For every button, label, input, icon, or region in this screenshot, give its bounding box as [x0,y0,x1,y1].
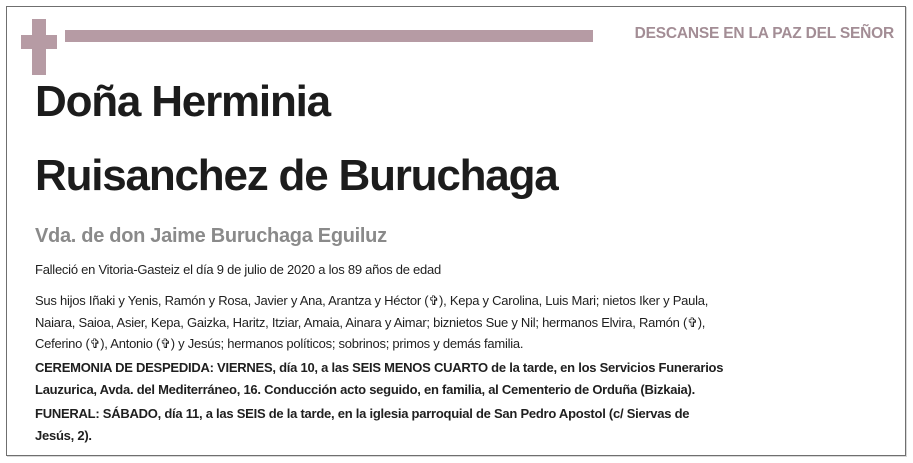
deceased-name-line2: Ruisanchez de Buruchaga [35,151,558,200]
funeral-paragraph [35,403,885,446]
widow-of-subtitle: Vda. de don Jaime Buruchaga Eguiluz [35,225,387,247]
latin-cross-icon [21,19,57,75]
ceremony-paragraph [35,357,885,400]
ceremony-line: Lauzurica, Avda. del Mediterráneo, 16. Conducción acto seguido, en familia, al Cementerio de Orduña (Bizkaia). [35,381,695,397]
deceased-name-line1: Doña Herminia [35,77,330,126]
death-statement: Falleció en Vitoria-Gasteiz el día 9 de julio de 2020 a los 89 años de edad [35,262,441,277]
funeral-line: Jesús, 2). [35,427,92,443]
family-line: Ceferino (✞), Antonio (✞) y Jesús; hermanos políticos; sobrinos; primos y demás familia. [35,336,524,351]
obituary-notice [6,6,906,456]
family-paragraph [35,290,885,355]
ceremony-line: CEREMONIA DE DESPEDIDA: VIERNES, día 10, a las SEIS MENOS CUARTO de la tarde, en los Servicios Funerarios [35,360,724,375]
family-line: Sus hijos Iñaki y Yenis, Ramón y Rosa, Javier y Ana, Arantza y Héctor (✞), Kepa y Carolina, Luis Mari; nietos Iker y Paula, [35,293,709,308]
family-line: Naiara, Saioa, Asier, Kepa, Gaizka, Haritz, Itziar, Amaia, Ainara y Aimar; biznietos Sue y Nil; hermanos Elvira, Ramón (✞), [35,314,706,330]
header-rule [65,30,593,42]
header-text: DESCANSE EN LA PAZ DEL SEÑOR [634,25,894,42]
funeral-line: FUNERAL: SÁBADO, día 11, a las SEIS de la tarde, en la iglesia parroquial de San Pedro Apostol (c/ Siervas de [35,406,690,421]
